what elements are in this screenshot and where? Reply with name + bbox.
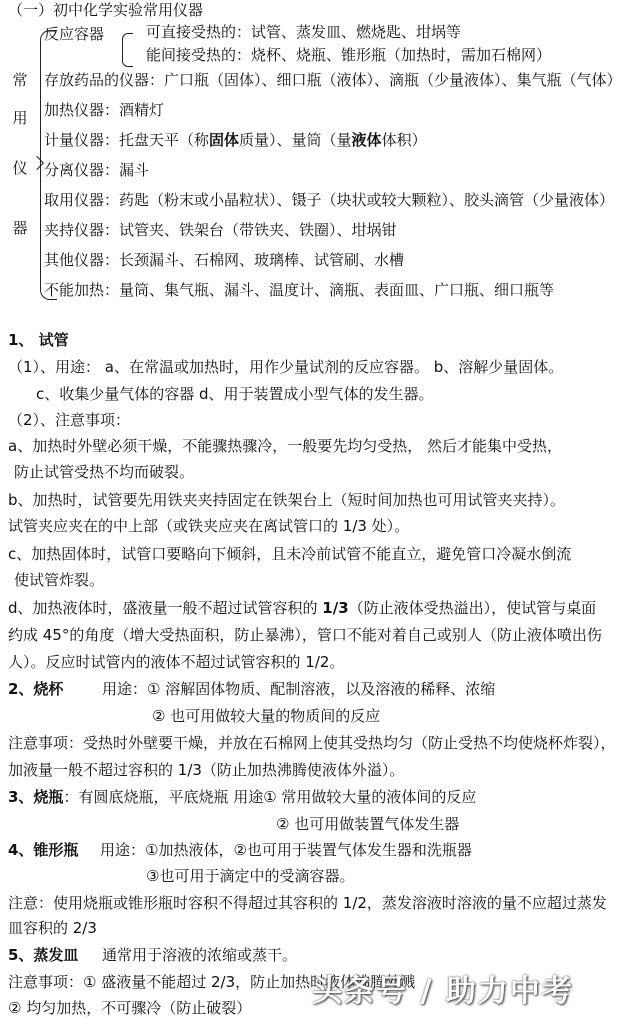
conical-flask-heading: 4、锥形瓶 [8, 841, 79, 859]
storage-line: 存放药品的仪器：广口瓶（固体）、细口瓶（液体）、滴瓶（少量液体）、集气瓶（气体） [44, 71, 622, 89]
test-tube-note-a1: a、加热时外壁必须干燥，不能骤热骤冷，一般要先均匀受热， 然后才能集中受热， [8, 437, 562, 455]
test-tube-note-c2: 使试管炸裂。 [14, 571, 105, 589]
test-tube-heading: 1、 试管 [8, 331, 69, 349]
holding-line: 夹持仪器：试管夹、铁架台（带铁夹、铁圈）、坩埚钳 [44, 221, 397, 239]
beaker-note-1: 注意事项：受热时外壁要干燥，并放在石棉网上使其受热均匀（防止受热不均使烧杯炸裂）， [8, 734, 616, 752]
conical-flask-use-2: ③也可用于滴定中的受滴容器。 [146, 867, 355, 885]
conical-flask-note-1: 注意：使用烧瓶或锥形瓶时容积不得超过其容积的 1/2，蒸发溶液时溶液的量不应超过蒸发 [8, 894, 607, 912]
test-tube-note-d3: 人）。反应时试管内的液体不超过试管容积的 1/2。 [8, 653, 345, 671]
beaker-heading: 2、烧杯 [8, 680, 64, 698]
test-tube-note-a2: 防止试管受热不均而破裂。 [14, 463, 195, 481]
flask-line-1: 3、烧瓶：有圆底烧瓶，平底烧瓶 用途① 常用做较大量的液体间的反应 [8, 788, 477, 806]
test-tube-use-2: c、收集少量气体的容器 d、用于装置成小型气体的发生器。 [36, 385, 434, 403]
test-tube-note-c1: c、加热固体时，试管口要略向下倾斜，且未冷前试管不能直立，避免管口冷凝水倒流 [8, 545, 572, 563]
test-tube-use-1: （1）、用途： a、在常温或加热时，用作少量试剂的反应容器。 b、溶解少量固体。 [8, 358, 564, 376]
beaker-note-2: 加液量一般不超过容积的 1/3（防止加热沸腾使液体外溢）。 [8, 761, 405, 779]
heating-line: 加热仪器：酒精灯 [44, 101, 165, 119]
other-line: 其他仪器：长颈漏斗、石棉网、玻璃棒、试管刷、水槽 [44, 251, 405, 269]
side-label-char-1: 常 [12, 71, 28, 89]
side-label-char-3: 仪 [12, 159, 28, 177]
evaporating-dish-heading: 5、蒸发皿 [8, 946, 79, 964]
reaction-container-label: 反应容器 [44, 25, 105, 43]
side-label-char-4: 器 [12, 219, 28, 237]
section-title: （一）初中化学实验常用仪器 [8, 1, 204, 19]
watermark: 头条号 / 助力中考 [312, 974, 574, 1009]
test-tube-note-d2: 约成 45°的角度（增大受热面积，防止暴沸），管口不能对着自己或别人（防止液体喷出伤 [8, 626, 602, 644]
evaporating-dish-use-1: 通常用于溶液的浓缩或蒸干。 [102, 946, 298, 964]
beaker-use-2: ② 也可用做较大量的物质间的反应 [152, 707, 381, 725]
test-tube-notes-heading: （2）、注意事项： [8, 411, 131, 429]
beaker-use-1: 用途：① 溶解固体物质、配制溶液，以及溶液的稀释、浓缩 [102, 680, 496, 698]
reaction-sub-brace [122, 33, 133, 67]
indirect-heat-line: 能间接受热的：烧杯、烧瓶、锥形瓶（加热时，需加石棉网） [146, 46, 552, 64]
no-heat-line: 不能加热：量筒、集气瓶、漏斗、温度计、滴瓶、表面皿、广口瓶、细口瓶等 [44, 281, 555, 299]
direct-heat-line: 可直接受热的：试管、蒸发皿、燃烧匙、坩埚等 [146, 23, 462, 41]
measure-line: 计量仪器：托盘天平（称固体质量）、量筒（量液体体积） [44, 131, 427, 149]
evaporating-dish-note-1: 注意事项：① 盛液量不能超过 2/3，防止加热时液体沸腾外溅 [8, 973, 416, 991]
taking-line: 取用仪器：药匙（粉末或小晶粒状）、镊子（块状或较大颗粒）、胶头滴管（少量液体） [44, 191, 615, 209]
test-tube-note-b2: 试管夹应夹在的中上部（或铁夹应夹在离试管口的 1/3 处）。 [8, 517, 410, 535]
flask-use-2: ② 也可用做装置气体发生器 [276, 815, 460, 833]
side-label-char-2: 用 [12, 109, 28, 127]
test-tube-note-b1: b、加热时，试管要先用铁夹夹持固定在铁架台上（短时间加热也可用试管夹夹持）。 [8, 491, 566, 509]
conical-flask-use-1: 用途：①加热液体，②也可用于装置气体发生器和洗瓶器 [100, 841, 472, 859]
test-tube-note-d1: d、加热液体时，盛液量一般不超过试管容积的 1/3（防止液体受热溢出），使试管与桌面 [8, 599, 597, 617]
separation-line: 分离仪器：漏斗 [44, 161, 150, 179]
evaporating-dish-note-2: ② 均匀加热，不可骤冷（防止破裂） [8, 999, 252, 1017]
conical-flask-note-2: 皿容积的 2/3 [8, 919, 97, 937]
